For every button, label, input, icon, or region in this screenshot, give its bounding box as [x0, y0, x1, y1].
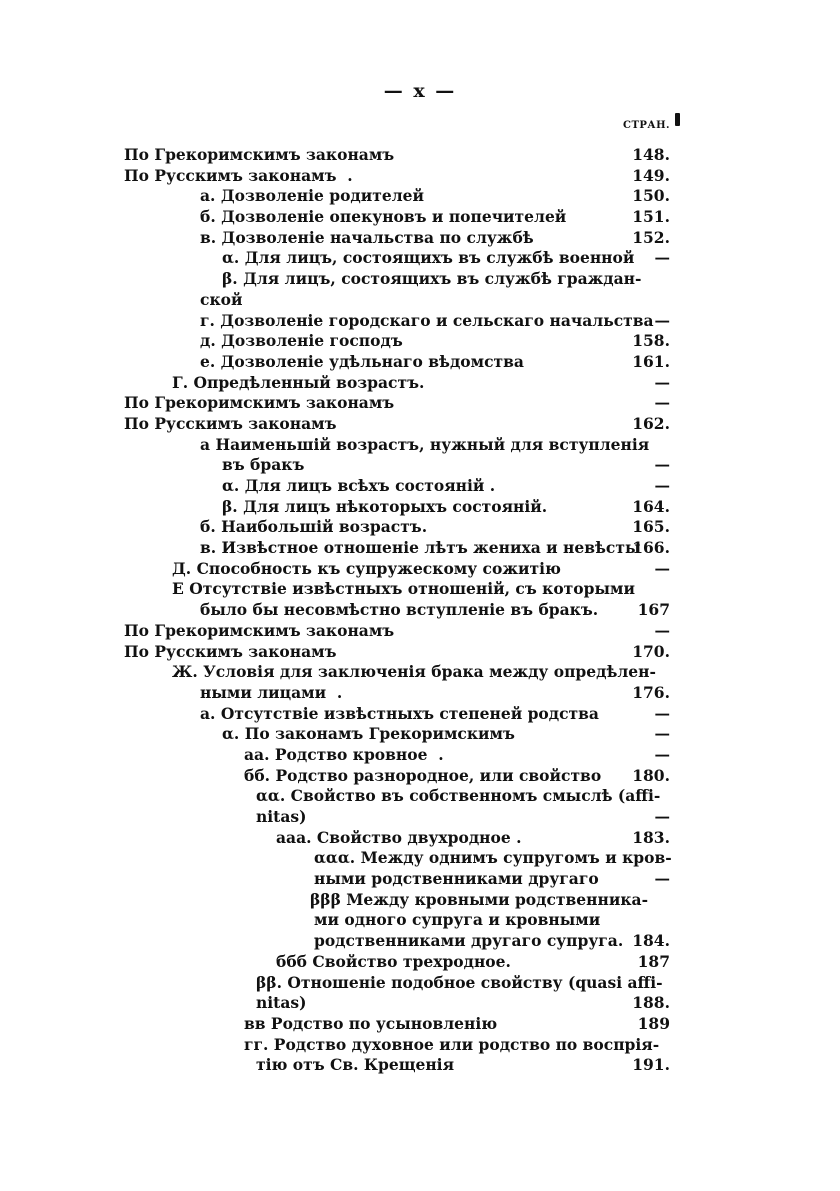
- toc-entry-title: родственниками другаго супруга.: [314, 931, 624, 951]
- toc-entry-page: 189: [637, 1013, 670, 1033]
- toc-entry-title: nitas): [256, 807, 307, 826]
- toc-entry-title: д. Дозволеніе господъ: [200, 331, 403, 351]
- toc-entry: [0, 848, 840, 869]
- toc-entry: [0, 745, 840, 766]
- toc-entry: [0, 497, 840, 518]
- toc-entry-title: Г. Опредѣленный возрастъ.: [172, 372, 425, 392]
- toc-entry-title: тію отъ Св. Крещенія: [256, 1055, 455, 1075]
- toc-entry: [0, 414, 840, 435]
- toc-entry: [0, 207, 840, 228]
- toc-entry: [0, 931, 840, 952]
- toc-entry: [0, 766, 840, 787]
- toc-entry: [0, 517, 840, 538]
- toc-entry-title: ааа. Свойство двухродное .: [276, 827, 522, 847]
- toc-entry-page: —: [654, 372, 670, 392]
- table-of-contents: [0, 145, 840, 1076]
- toc-entry-page: 149.: [632, 165, 670, 185]
- toc-entry: [0, 311, 840, 332]
- toc-entry-title: а. Отсутствіе извѣстныхъ степеней родства: [200, 703, 599, 723]
- toc-entry-page: 162.: [632, 413, 670, 433]
- toc-entry: [0, 290, 840, 311]
- toc-entry-page: 151.: [632, 207, 670, 227]
- toc-entry-title: По Грекоримскимъ законамъ: [124, 393, 395, 413]
- toc-entry: [0, 704, 840, 725]
- toc-entry: [0, 662, 840, 683]
- toc-entry-title: ми одного супруга и кровными: [314, 910, 601, 930]
- toc-entry: [0, 1055, 840, 1076]
- toc-entry: [0, 393, 840, 414]
- toc-entry: [0, 331, 840, 352]
- toc-entry-page: 148.: [632, 145, 670, 164]
- toc-entry-title: а. Дозволеніе родителей: [200, 186, 424, 206]
- toc-entry-title: ααα. Между однимъ супругомъ и кров-: [314, 848, 672, 868]
- toc-entry-title: вв Родство по усыновленію: [244, 1013, 498, 1033]
- toc-entry-page: 170.: [632, 641, 670, 661]
- toc-entry: [0, 890, 840, 911]
- toc-entry: [0, 869, 840, 890]
- toc-entry-page: 183.: [632, 827, 670, 847]
- toc-entry-page: —: [654, 724, 670, 744]
- toc-entry: [0, 683, 840, 704]
- toc-entry-title: въ бракъ: [222, 455, 305, 475]
- toc-entry-title: α. Для лицъ всѣхъ состояній .: [222, 476, 496, 495]
- toc-entry: [0, 952, 840, 973]
- toc-entry-title: г. Дозволеніе городскаго и сельскаго начальства: [200, 310, 654, 330]
- toc-entry-title: βββ Между кровными родственника-: [310, 889, 649, 909]
- toc-entry-title: ской: [200, 289, 243, 309]
- toc-entry-page: —: [654, 310, 670, 330]
- toc-entry-page: 180.: [632, 765, 670, 785]
- toc-entry-page: 191.: [632, 1055, 670, 1075]
- toc-entry-title: бб. Родство разнородное, или свойство: [244, 765, 602, 785]
- toc-entry: [0, 807, 840, 828]
- toc-entry-title: Е Отсутствіе извѣстныхъ отношеній, съ которыми: [172, 579, 635, 599]
- toc-entry-title: β. Для лицъ нѣкоторыхъ состояній.: [222, 496, 548, 516]
- toc-entry-page: 161.: [632, 351, 670, 371]
- toc-entry-page: 164.: [632, 496, 670, 516]
- toc-entry-title: αα. Свойство въ собственномъ смыслѣ (affi-: [256, 786, 661, 806]
- toc-entry-title: в. Извѣстное отношеніе лѣтъ жениха и невѣсты: [200, 538, 641, 558]
- toc-entry-title: б. Наибольшій возрастъ.: [200, 517, 428, 537]
- toc-entry-title: α. По законамъ Грекоримскимъ: [222, 724, 515, 744]
- toc-entry-title: Д. Способность къ супружескому сожитію: [172, 558, 561, 578]
- toc-entry-page: —: [654, 869, 670, 889]
- toc-entry-title: в. Дозволеніе начальства по службѣ: [200, 227, 534, 247]
- toc-entry-title: б. Дозволеніе опекуновъ и попечителей: [200, 207, 567, 227]
- ink-mark: [675, 113, 680, 126]
- toc-entry-title: ββ. Отношеніе подобное свойству (quasi affi-: [256, 972, 663, 992]
- toc-entry: [0, 1014, 840, 1035]
- toc-entry-page: 166.: [632, 538, 670, 558]
- toc-entry-title: По Русскимъ законамъ .: [124, 165, 353, 185]
- toc-entry: [0, 621, 840, 642]
- toc-entry-title: аа. Родство кровное .: [244, 744, 444, 764]
- toc-entry-title: Ж. Условія для заключенія брака между опредѣлен-: [172, 662, 656, 682]
- toc-entry-title: По Грекоримскимъ законамъ: [124, 620, 395, 640]
- toc-entry-page: —: [654, 455, 670, 475]
- toc-entry-title: а Наименьшій возрастъ, нужный для вступленія: [200, 434, 650, 454]
- toc-entry: [0, 724, 840, 745]
- toc-entry-title: По Русскимъ законамъ: [124, 641, 337, 661]
- toc-entry-page: —: [654, 744, 670, 764]
- toc-entry-page: —: [654, 476, 670, 495]
- toc-entry-page: 152.: [632, 227, 670, 247]
- toc-entry: [0, 828, 840, 849]
- toc-entry: [0, 228, 840, 249]
- toc-entry-page: 167: [637, 600, 670, 620]
- toc-entry-page: 150.: [632, 186, 670, 206]
- toc-entry: [0, 579, 840, 600]
- toc-entry-page: —: [654, 807, 670, 826]
- toc-entry-page: 158.: [632, 331, 670, 351]
- toc-entry: [0, 538, 840, 559]
- toc-entry-page: —: [654, 558, 670, 578]
- toc-entry-page: 176.: [632, 682, 670, 702]
- toc-entry: [0, 600, 840, 621]
- toc-entry: [0, 476, 840, 497]
- toc-entry: [0, 145, 840, 166]
- toc-entry-page: —: [654, 703, 670, 723]
- toc-entry-title: е. Дозволеніе удѣльнаго вѣдомства: [200, 351, 524, 371]
- toc-entry-title: ббб Свойство трехродное.: [276, 951, 511, 971]
- toc-entry-title: По Грекоримскимъ законамъ: [124, 145, 395, 164]
- toc-entry-page: —: [654, 248, 670, 268]
- toc-entry-title: ными родственниками другаго: [314, 869, 599, 889]
- toc-entry-title: ными лицами .: [200, 682, 343, 702]
- toc-entry: [0, 973, 840, 994]
- toc-entry-title: гг. Родство духовное или родство по воспрія-: [244, 1034, 660, 1054]
- toc-entry-title: По Русскимъ законамъ: [124, 413, 337, 433]
- toc-entry: [0, 910, 840, 931]
- toc-entry: [0, 269, 840, 290]
- toc-entry-title: было бы несовмѣстно вступленіе въ бракъ.: [200, 600, 599, 620]
- toc-entry: [0, 186, 840, 207]
- toc-entry: [0, 642, 840, 663]
- toc-entry-page: 165.: [632, 517, 670, 537]
- toc-entry: [0, 993, 840, 1014]
- toc-entry-page: 188.: [632, 993, 670, 1013]
- toc-entry-page: 184.: [632, 931, 670, 951]
- toc-entry: [0, 786, 840, 807]
- toc-entry: [0, 352, 840, 373]
- toc-entry: [0, 559, 840, 580]
- toc-entry: [0, 435, 840, 456]
- page-number-marker: — x —: [383, 80, 457, 102]
- toc-entry: [0, 248, 840, 269]
- toc-entry-page: —: [654, 620, 670, 640]
- toc-entry: [0, 166, 840, 187]
- toc-entry-title: α. Для лицъ, состоящихъ въ службѣ военной: [222, 248, 635, 268]
- toc-entry: [0, 373, 840, 394]
- toc-entry: [0, 1035, 840, 1056]
- toc-entry-page: 187: [637, 951, 670, 971]
- pages-column-label: СТРАН.: [623, 120, 670, 131]
- toc-entry-title: β. Для лицъ, состоящихъ въ службѣ граждан-: [222, 269, 642, 289]
- toc-entry-title: nitas): [256, 993, 307, 1013]
- toc-entry: [0, 455, 840, 476]
- toc-entry-page: —: [654, 393, 670, 413]
